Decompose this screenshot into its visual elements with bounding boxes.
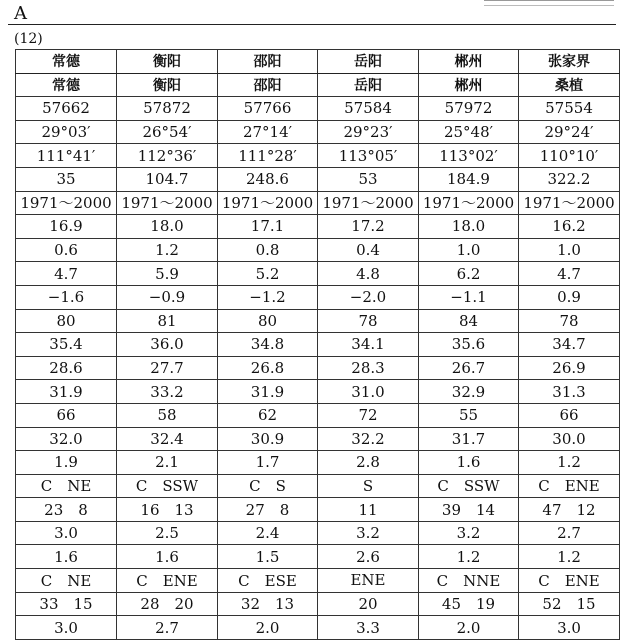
table-cell: 78 xyxy=(519,309,620,333)
table-cell: S xyxy=(318,474,419,498)
table-cell: 岳阳 xyxy=(318,50,419,74)
table-cell: 57766 xyxy=(218,97,318,121)
table-cell: 53 xyxy=(318,167,419,191)
table-cell: 4.8 xyxy=(318,262,419,286)
table-cell: 3.0 xyxy=(519,616,620,640)
table-cell: 31.9 xyxy=(218,380,318,404)
table-cell: 111°41′ xyxy=(16,144,117,168)
table-cell: 3.3 xyxy=(318,616,419,640)
table-cell: 29°03′ xyxy=(16,120,117,144)
table-cell: 27°14′ xyxy=(218,120,318,144)
table-cell: −1.2 xyxy=(218,285,318,309)
table-row xyxy=(16,238,620,262)
table-cell: 31.9 xyxy=(16,380,117,404)
table-row xyxy=(16,545,620,569)
table-cell: 72 xyxy=(318,403,419,427)
table-cell: 78 xyxy=(318,309,419,333)
table-row xyxy=(16,191,620,215)
table-cell: 57584 xyxy=(318,97,419,121)
table-cell: C SSW xyxy=(419,474,519,498)
table-cell: 0.6 xyxy=(16,238,117,262)
table-cell: 衡阳 xyxy=(117,73,218,97)
table-row xyxy=(16,403,620,427)
table-cell: 32.0 xyxy=(16,427,117,451)
top-rule xyxy=(8,24,616,25)
table-cell: C NNE xyxy=(419,569,519,593)
table-cell: −1.6 xyxy=(16,285,117,309)
table-number: (12) xyxy=(14,31,43,47)
table-cell: 66 xyxy=(16,403,117,427)
table-cell: 31.3 xyxy=(519,380,620,404)
table-cell: 28 20 xyxy=(117,592,218,616)
table-cell: 1.0 xyxy=(419,238,519,262)
table-cell: −2.0 xyxy=(318,285,419,309)
table-row xyxy=(16,144,620,168)
table-cell: 0.8 xyxy=(218,238,318,262)
table-cell: 57554 xyxy=(519,97,620,121)
page-letter: A xyxy=(14,3,27,24)
table-cell: 16.2 xyxy=(519,215,620,239)
table-row xyxy=(16,97,620,121)
table-cell: 26.7 xyxy=(419,356,519,380)
table-cell: 18.0 xyxy=(419,215,519,239)
table-cell: 34.1 xyxy=(318,333,419,357)
table-cell: C NE xyxy=(16,474,117,498)
table-cell: 1971～2000 xyxy=(419,191,519,215)
table-cell: 113°02′ xyxy=(419,144,519,168)
table-row xyxy=(16,427,620,451)
table-cell: 30.0 xyxy=(519,427,620,451)
table-cell: 桑植 xyxy=(519,73,620,97)
table-row xyxy=(16,167,620,191)
table-cell: 27.7 xyxy=(117,356,218,380)
table-row xyxy=(16,592,620,616)
table-cell: 邵阳 xyxy=(218,50,318,74)
table-cell: 39 14 xyxy=(419,498,519,522)
table-cell: 1971～2000 xyxy=(519,191,620,215)
table-cell: C ENE xyxy=(117,569,218,593)
table-row xyxy=(16,569,620,593)
table-cell: 16.9 xyxy=(16,215,117,239)
table-cell: 1.2 xyxy=(117,238,218,262)
table-cell: 18.0 xyxy=(117,215,218,239)
table-cell: 47 12 xyxy=(519,498,620,522)
table-cell: 184.9 xyxy=(419,167,519,191)
table-row xyxy=(16,380,620,404)
table-cell: 1.0 xyxy=(519,238,620,262)
table-cell: 2.0 xyxy=(218,616,318,640)
table-cell: 33.2 xyxy=(117,380,218,404)
table-cell: 32 13 xyxy=(218,592,318,616)
table-cell: 0.9 xyxy=(519,285,620,309)
table-cell: 29°24′ xyxy=(519,120,620,144)
table-cell: 248.6 xyxy=(218,167,318,191)
table-cell: 104.7 xyxy=(117,167,218,191)
table-cell: 1.9 xyxy=(16,451,117,475)
table-row xyxy=(16,451,620,475)
table-cell: 1.2 xyxy=(419,545,519,569)
table-cell: 25°48′ xyxy=(419,120,519,144)
table-cell: C NE xyxy=(16,569,117,593)
table-cell: 31.0 xyxy=(318,380,419,404)
table-cell: 常德 xyxy=(16,73,117,97)
table-cell: 32.4 xyxy=(117,427,218,451)
table-cell: 30.9 xyxy=(218,427,318,451)
table-cell: 35 xyxy=(16,167,117,191)
table-cell: C ENE xyxy=(519,474,620,498)
table-row xyxy=(16,285,620,309)
table-row xyxy=(16,262,620,286)
table-cell: 11 xyxy=(318,498,419,522)
page-corner-rule xyxy=(484,0,614,6)
table-cell: 111°28′ xyxy=(218,144,318,168)
table-cell: 45 19 xyxy=(419,592,519,616)
table-cell: 1.2 xyxy=(519,545,620,569)
table-row xyxy=(16,521,620,545)
table-cell: 29°23′ xyxy=(318,120,419,144)
table-cell: 81 xyxy=(117,309,218,333)
table-cell: 岳阳 xyxy=(318,73,419,97)
table-cell: C S xyxy=(218,474,318,498)
table-cell: 57662 xyxy=(16,97,117,121)
table-cell: 27 8 xyxy=(218,498,318,522)
table-cell: 2.5 xyxy=(117,521,218,545)
table-cell: 34.8 xyxy=(218,333,318,357)
table-cell: 1971～2000 xyxy=(16,191,117,215)
table-cell: 26.9 xyxy=(519,356,620,380)
table-cell: 84 xyxy=(419,309,519,333)
table-cell: 2.1 xyxy=(117,451,218,475)
table-cell: 常德 xyxy=(16,50,117,74)
table-cell: −0.9 xyxy=(117,285,218,309)
table-cell: 80 xyxy=(16,309,117,333)
table-cell: 110°10′ xyxy=(519,144,620,168)
table-row xyxy=(16,120,620,144)
table-cell: 2.8 xyxy=(318,451,419,475)
table-cell: 邵阳 xyxy=(218,73,318,97)
table-cell: 3.0 xyxy=(16,616,117,640)
table-cell: 58 xyxy=(117,403,218,427)
table-cell: 2.7 xyxy=(519,521,620,545)
table-cell: −1.1 xyxy=(419,285,519,309)
table-cell: 1.7 xyxy=(218,451,318,475)
table-header-row xyxy=(16,73,620,97)
table-cell: 52 15 xyxy=(519,592,620,616)
table-row xyxy=(16,474,620,498)
table-cell: 1971～2000 xyxy=(117,191,218,215)
table-cell: 4.7 xyxy=(519,262,620,286)
table-cell: 17.1 xyxy=(218,215,318,239)
table-cell: 3.2 xyxy=(318,521,419,545)
table-cell: 3.2 xyxy=(419,521,519,545)
table-cell: 张家界 xyxy=(519,50,620,74)
table-cell: 1971～2000 xyxy=(218,191,318,215)
table-cell: 34.7 xyxy=(519,333,620,357)
climate-data-table xyxy=(15,49,620,640)
table-cell: 2.4 xyxy=(218,521,318,545)
table-cell: 1.6 xyxy=(419,451,519,475)
table-cell: 17.2 xyxy=(318,215,419,239)
table-header-row xyxy=(16,50,620,74)
table-cell: C ESE xyxy=(218,569,318,593)
table-row xyxy=(16,616,620,640)
table-cell: 1.6 xyxy=(16,545,117,569)
table-cell: 2.7 xyxy=(117,616,218,640)
table-cell: 35.4 xyxy=(16,333,117,357)
table-cell: 33 15 xyxy=(16,592,117,616)
table-cell: 3.0 xyxy=(16,521,117,545)
table-body xyxy=(16,50,620,640)
table-row xyxy=(16,498,620,522)
table-cell: 112°36′ xyxy=(117,144,218,168)
table-row xyxy=(16,215,620,239)
table-cell: 2.0 xyxy=(419,616,519,640)
table-cell: 28.6 xyxy=(16,356,117,380)
table-cell: 郴州 xyxy=(419,50,519,74)
table-cell: ENE xyxy=(318,569,419,593)
table-cell: 26°54′ xyxy=(117,120,218,144)
table-cell: 57872 xyxy=(117,97,218,121)
table-cell: 6.2 xyxy=(419,262,519,286)
table-cell: 55 xyxy=(419,403,519,427)
table-cell: 郴州 xyxy=(419,73,519,97)
table-cell: 36.0 xyxy=(117,333,218,357)
table-cell: 4.7 xyxy=(16,262,117,286)
table-cell: 322.2 xyxy=(519,167,620,191)
table-cell: 32.9 xyxy=(419,380,519,404)
table-cell: C ENE xyxy=(519,569,620,593)
table-row xyxy=(16,356,620,380)
table-row xyxy=(16,333,620,357)
table-cell: 20 xyxy=(318,592,419,616)
table-cell: 28.3 xyxy=(318,356,419,380)
table-cell: 5.9 xyxy=(117,262,218,286)
table-cell: 1.5 xyxy=(218,545,318,569)
table-cell: C SSW xyxy=(117,474,218,498)
table-cell: 113°05′ xyxy=(318,144,419,168)
table-cell: 62 xyxy=(218,403,318,427)
table-cell: 35.6 xyxy=(419,333,519,357)
table-cell: 2.6 xyxy=(318,545,419,569)
table-cell: 26.8 xyxy=(218,356,318,380)
table-cell: 80 xyxy=(218,309,318,333)
table-cell: 5.2 xyxy=(218,262,318,286)
table-cell: 1971～2000 xyxy=(318,191,419,215)
table-cell: 23 8 xyxy=(16,498,117,522)
table-cell: 1.6 xyxy=(117,545,218,569)
table-cell: 0.4 xyxy=(318,238,419,262)
table-cell: 66 xyxy=(519,403,620,427)
table-row xyxy=(16,309,620,333)
table-cell: 31.7 xyxy=(419,427,519,451)
table-cell: 衡阳 xyxy=(117,50,218,74)
table-cell: 57972 xyxy=(419,97,519,121)
table-cell: 32.2 xyxy=(318,427,419,451)
table-cell: 16 13 xyxy=(117,498,218,522)
table-cell: 1.2 xyxy=(519,451,620,475)
